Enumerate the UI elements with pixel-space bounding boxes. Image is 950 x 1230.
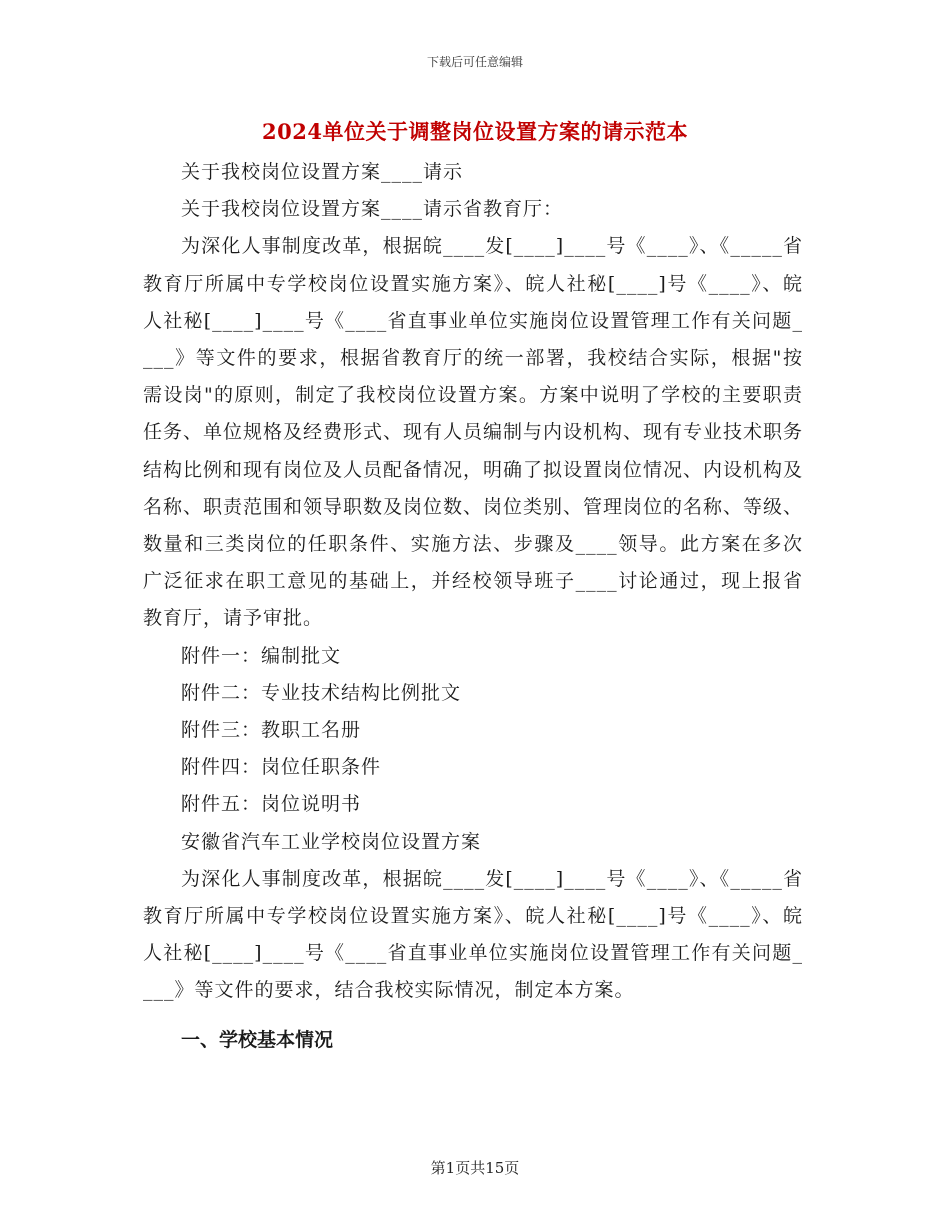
page-footer: 第1页共15页 (430, 1159, 520, 1177)
attachment-3: 附件三：教职工名册 (181, 719, 362, 742)
page-header: 下载后可任意编辑 (426, 55, 523, 69)
paragraph-plan-intro: 为深化人事制度改革，根据皖____发[____]____号《____》、《_____省教育厅所属中专学校岗位设置实施方案》、皖人社秘[____]号《____》、皖人社秘[____]____号《____省直事业单位实施岗位设置管理工作有关问题____》等文件的要求，结合我校实际情况，制定本方案。 (143, 867, 803, 1002)
paragraph-request-body: 为深化人事制度改革，根据皖____发[____]____号《____》、《_____省教育厅所属中专学校岗位设置实施方案》、皖人社秘[____]号《____》、皖人社秘[____]____号《____省直事业单位实施岗位设置管理工作有关问题____》等文件的要求，根据省教育厅的统一部署，我校结合实际，根据"按需设岗"的原则，制定了我校岗位设置方案。方案中说明了学校的主要职责任务、单位规格及经费形式、现有人员编制与内设机构、现有专业技术职务结构比例和现有岗位及人员配备情况，明确了拟设置岗位情况、内设机构及名称、职责范围和领导职数及岗位数、岗位类别、管理岗位的名称、等级、数量和三类岗位的任职条件、实施方法、步骤及____领导。此方案在多次广泛征求在职工意见的基础上，并经校领导班子____讨论通过，现上报省教育厅，请予审批。 (143, 235, 804, 630)
document-body (143, 154, 803, 1059)
attachment-2: 附件二：专业技术结构比例批文 (181, 681, 462, 704)
attachment-5: 附件五：岗位说明书 (181, 793, 362, 816)
document-title: 2024单位关于调整岗位设置方案的请示范本 (262, 119, 688, 144)
paragraph-request-title: 关于我校岗位设置方案____请示 (181, 161, 464, 183)
plan-title: 安徽省汽车工业学校岗位设置方案 (181, 830, 482, 853)
paragraph-request-addressee: 关于我校岗位设置方案____请示省教育厅： (181, 198, 564, 221)
attachment-1: 附件一：编制批文 (181, 644, 342, 667)
section-heading: 一、学校基本情况 (181, 1028, 334, 1051)
attachment-4: 附件四：岗位任职条件 (181, 756, 382, 779)
